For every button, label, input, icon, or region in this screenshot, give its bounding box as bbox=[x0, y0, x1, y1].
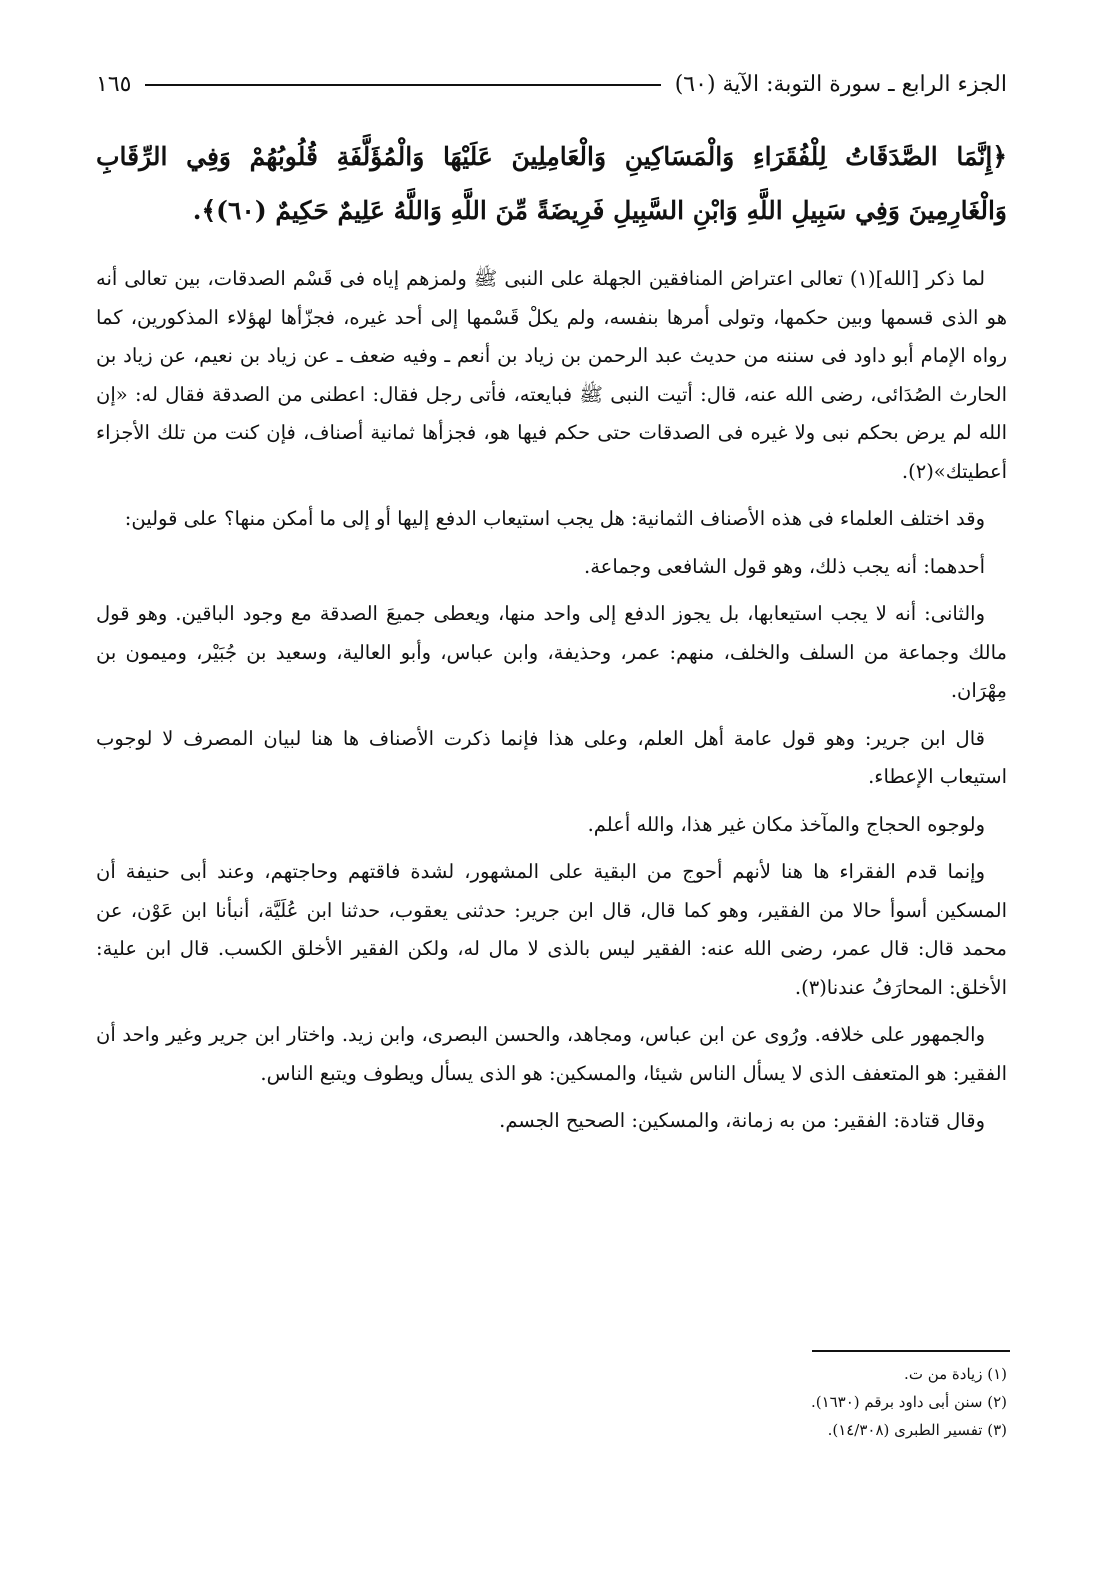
quran-verse: ﴿إِنَّمَا الصَّدَقَاتُ لِلْفُقَرَاءِ وَالْمَسَاكِينِ وَالْعَامِلِينَ عَلَيْهَا وَالْمُؤَلَّفَةِ قُلُوبُهُمْ وَفِي الرِّقَابِ وَالْغَارِمِينَ وَفِي سَبِيلِ اللَّهِ وَابْنِ السَّبِيلِ فَرِيضَةً مِّنَ اللَّهِ وَاللَّهُ عَلِيمٌ حَكِيمٌ (٦٠)﴾. bbox=[96, 142, 1007, 225]
paragraph: لما ذكر [الله](١) تعالى اعتراض المنافقين الجهلة على النبى ﷺ ولمزهم إياه فى قَسْم الصدقات، بين تعالى أنه هو الذى قسمها وبين حكمها، وتولى أمرها بنفسه، ولم يكلْ قَسْمها إلى أحد غيره، فجزّأها لهؤلاء المذكورين، كما رواه الإمام أبو داود فى سننه من حديث عبد الرحمن بن زياد بن أنعم ـ وفيه ضعف ـ عن زياد بن نعيم، عن زياد بن الحارث الصُدَائى، رضى الله عنه، قال: أتيت النبى ﷺ فبايعته، فأتى رجل فقال: اعطنى من الصدقة فقال له: «إن الله لم يرض بحكم نبى ولا غيره فى الصدقات حتى حكم فيها هو، فجزأها ثمانية أصناف، فإن كنت من تلك الأجزاء أعطيتك»(٢). bbox=[96, 267, 1007, 483]
header-rule bbox=[145, 84, 660, 86]
paragraph: ولوجوه الحجاج والمآخذ مكان غير هذا، والله أعلم. bbox=[587, 812, 985, 836]
page-number: ١٦٥ bbox=[96, 72, 132, 97]
paragraph: أحدهما: أنه يجب ذلك، وهو قول الشافعى وجماعة. bbox=[584, 554, 985, 578]
paragraph: وقال قتادة: الفقير: من به زمانة، والمسكين: الصحيح الجسم. bbox=[499, 1109, 985, 1132]
paragraph: وإنما قدم الفقراء ها هنا لأنهم أحوج من البقية على المشهور، لشدة فاقتهم وحاجتهم، وعند أبى حنيفة أن المسكين أسوأ حالا من الفقير، وهو كما قال، قال ابن جرير: حدثنى يعقوب، حدثنا ابن عُلَيَّة، أنبأنا ابن عَوْن، عن محمد قال: قال عمر، رضى الله عنه: الفقير ليس بالذى لا مال له، ولكن الفقير الأخلق الكسب. قال ابن علية: الأخلق: المحارَفُ عندنا(٣). bbox=[96, 860, 1007, 999]
running-title: الجزء الرابع ـ سورة التوبة: الآية (٦٠) bbox=[674, 72, 1007, 97]
paragraph: والجمهور على خلافه. ورُوى عن ابن عباس، ومجاهد، والحسن البصرى، وابن زيد. واختار ابن جرير وغير واحد أن الفقير: هو المتعفف الذى لا يسأل الناس شيئا، والمسكين: هو الذى يسأل ويطوف ويتبع الناس. bbox=[96, 1023, 1007, 1085]
footnotes bbox=[96, 1360, 1007, 1444]
paragraph: قال ابن جرير: وهو قول عامة أهل العلم، وعلى هذا فإنما ذكرت الأصناف ها هنا لبيان المصرف لا لوجوب استيعاب الإعطاء. bbox=[96, 726, 1007, 788]
body-text bbox=[96, 260, 1007, 1150]
paragraph: والثانى: أنه لا يجب استيعابها، بل يجوز الدفع إلى واحد منها، ويعطى جميعَ الصدقة مع وجود الباقين. وهو قول مالك وجماعة من السلف والخلف، منهم: عمر، وحذيفة، وابن عباس، وأبو العالية، وسعيد بن جُبَيْر، وميمون بن مِهْرَان. bbox=[96, 602, 1007, 702]
footnote: (١) زيادة من ت. bbox=[904, 1365, 1007, 1383]
footnote: (٣) تفسير الطبرى (١٤/٣٠٨). bbox=[827, 1421, 1007, 1439]
footnote: (٢) سنن أبى داود برقم (١٦٣٠). bbox=[810, 1393, 1007, 1411]
page-header bbox=[96, 72, 1007, 97]
footnote-rule bbox=[812, 1350, 1010, 1352]
paragraph: وقد اختلف العلماء فى هذه الأصناف الثمانية: هل يجب استيعاب الدفع إليها أو إلى ما أمكن منها؟ على قولين: bbox=[124, 507, 985, 530]
